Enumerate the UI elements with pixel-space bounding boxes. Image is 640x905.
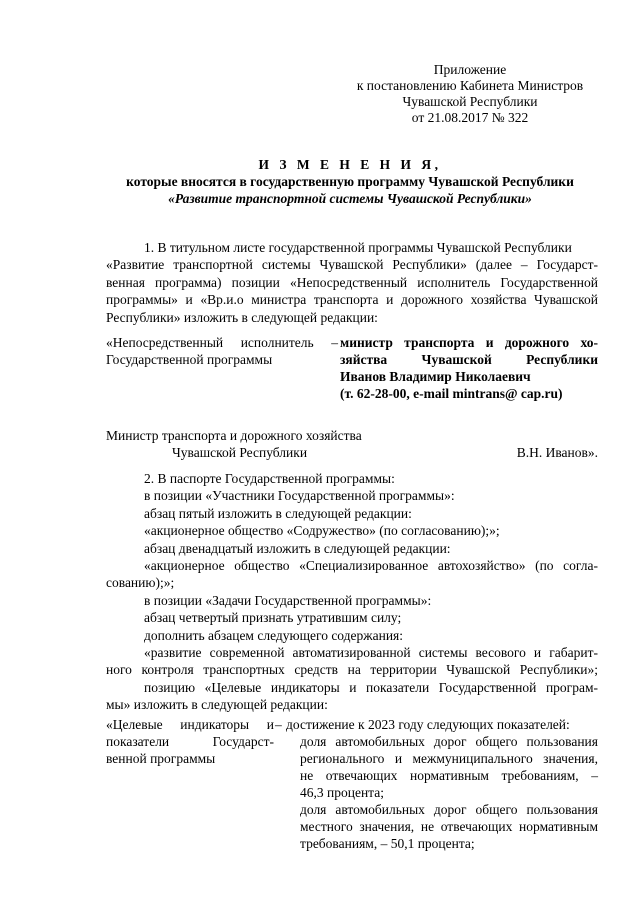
section-1-paragraph bbox=[106, 239, 598, 326]
executor-label bbox=[106, 334, 338, 368]
executor-label-line: Государственной программы bbox=[106, 352, 273, 367]
document-title bbox=[60, 156, 640, 207]
targets-value-line: местного значения, не отвечающих нормативным bbox=[300, 819, 598, 834]
targets-value-line: доля автомобильных дорог общего пользования bbox=[300, 734, 598, 749]
targets-value-line: доля автомобильных дорог общего пользования bbox=[300, 802, 598, 817]
targets-label bbox=[106, 716, 274, 767]
appendix-line: к постановлению Кабинета Министров bbox=[356, 78, 584, 93]
targets-dash: – bbox=[275, 717, 282, 732]
targets-label-line: «Целевые индикаторы и bbox=[106, 717, 274, 732]
appendix-line: от 21.08.2017 № 322 bbox=[411, 110, 529, 125]
targets-value-line: требованиям, – 50,1 процента; bbox=[300, 836, 475, 851]
executor-value-line: (т. 62-28-00, e-mail mintrans@ cap.ru) bbox=[340, 386, 563, 401]
targets-label-line: венной программы bbox=[106, 751, 216, 766]
text-line: «развитие современной автоматизированной системы весового и габарит- bbox=[144, 645, 598, 661]
text-line: сованию);»; bbox=[106, 575, 175, 591]
executor-value-line: Иванов Владимир Николаевич bbox=[340, 369, 531, 384]
text-line: программы» и «Вр.и.о министра транспорта и дорожного хозяйства Чувашской bbox=[106, 292, 598, 308]
executor-value-line: министр транспорта и дорожного хо- bbox=[340, 335, 598, 350]
text-line: «Развитие транспортной системы Чувашской Республики» (далее – Государст- bbox=[106, 257, 598, 273]
section-2-paragraph bbox=[106, 470, 598, 714]
targets-label-line: показатели Государст- bbox=[106, 734, 274, 749]
text-line: ного контроля транспортных средств на территории Чувашской Республики»; bbox=[106, 662, 598, 678]
text-line: в позиции «Участники Государственной программы»: bbox=[144, 488, 455, 504]
text-line: абзац двенадцатый изложить в следующей редакции: bbox=[144, 540, 451, 556]
appendix-header bbox=[340, 62, 600, 126]
text-line: 1. В титульном листе государственной программы Чувашской Республики bbox=[144, 240, 572, 255]
appendix-line: Чувашской Республики bbox=[402, 94, 538, 109]
text-line: в позиции «Задачи Государственной программы»: bbox=[144, 592, 432, 608]
text-line: абзац четвертый признать утратившим силу; bbox=[144, 610, 402, 626]
text-line: венная программа) позиции «Непосредственный исполнитель Государственной bbox=[106, 274, 598, 290]
signature-line: Министр транспорта и дорожного хозяйства bbox=[106, 428, 362, 443]
signature-name: В.Н. Иванов». bbox=[516, 445, 598, 460]
targets-value-line: не отвечающих нормативным требованиям, – bbox=[300, 768, 598, 783]
text-line: 2. В паспорте Государственной программы: bbox=[144, 471, 395, 486]
targets-value-line: достижение к 2023 году следующих показателей: bbox=[286, 717, 570, 732]
text-line: дополнить абзацем следующего содержания: bbox=[144, 627, 404, 643]
title-heading: И З М Е Н Е Н И Я, bbox=[258, 157, 442, 172]
text-line: позицию «Целевые индикаторы и показатели Государственной програм- bbox=[144, 679, 598, 695]
targets-values bbox=[286, 716, 598, 852]
executor-value bbox=[340, 334, 598, 402]
text-line: мы» изложить в следующей редакции: bbox=[106, 697, 328, 713]
targets-value-line: регионального и межмуниципального значения, bbox=[300, 751, 598, 766]
executor-value-line: зяйства Чувашской Республики bbox=[340, 352, 598, 367]
text-line: абзац пятый изложить в следующей редакции: bbox=[144, 505, 412, 521]
text-line: «акционерное общество «Содружество» (по согласованию);»; bbox=[144, 523, 500, 539]
appendix-line: Приложение bbox=[433, 62, 507, 77]
title-program-name: «Развитие транспортной системы Чувашской Республики» bbox=[168, 191, 532, 206]
targets-value-line: 46,3 процента; bbox=[300, 785, 384, 800]
text-line: «акционерное общество «Специализированное автохозяйство» (по согла- bbox=[144, 558, 598, 574]
executor-label-line: «Непосредственный исполнитель – bbox=[106, 335, 338, 350]
signature-line: Чувашской Республики bbox=[172, 445, 308, 460]
title-line: которые вносятся в государственную программу Чувашской Республики bbox=[126, 174, 574, 189]
text-line: Республики» изложить в следующей редакции: bbox=[106, 309, 378, 325]
signature-position bbox=[106, 427, 362, 461]
